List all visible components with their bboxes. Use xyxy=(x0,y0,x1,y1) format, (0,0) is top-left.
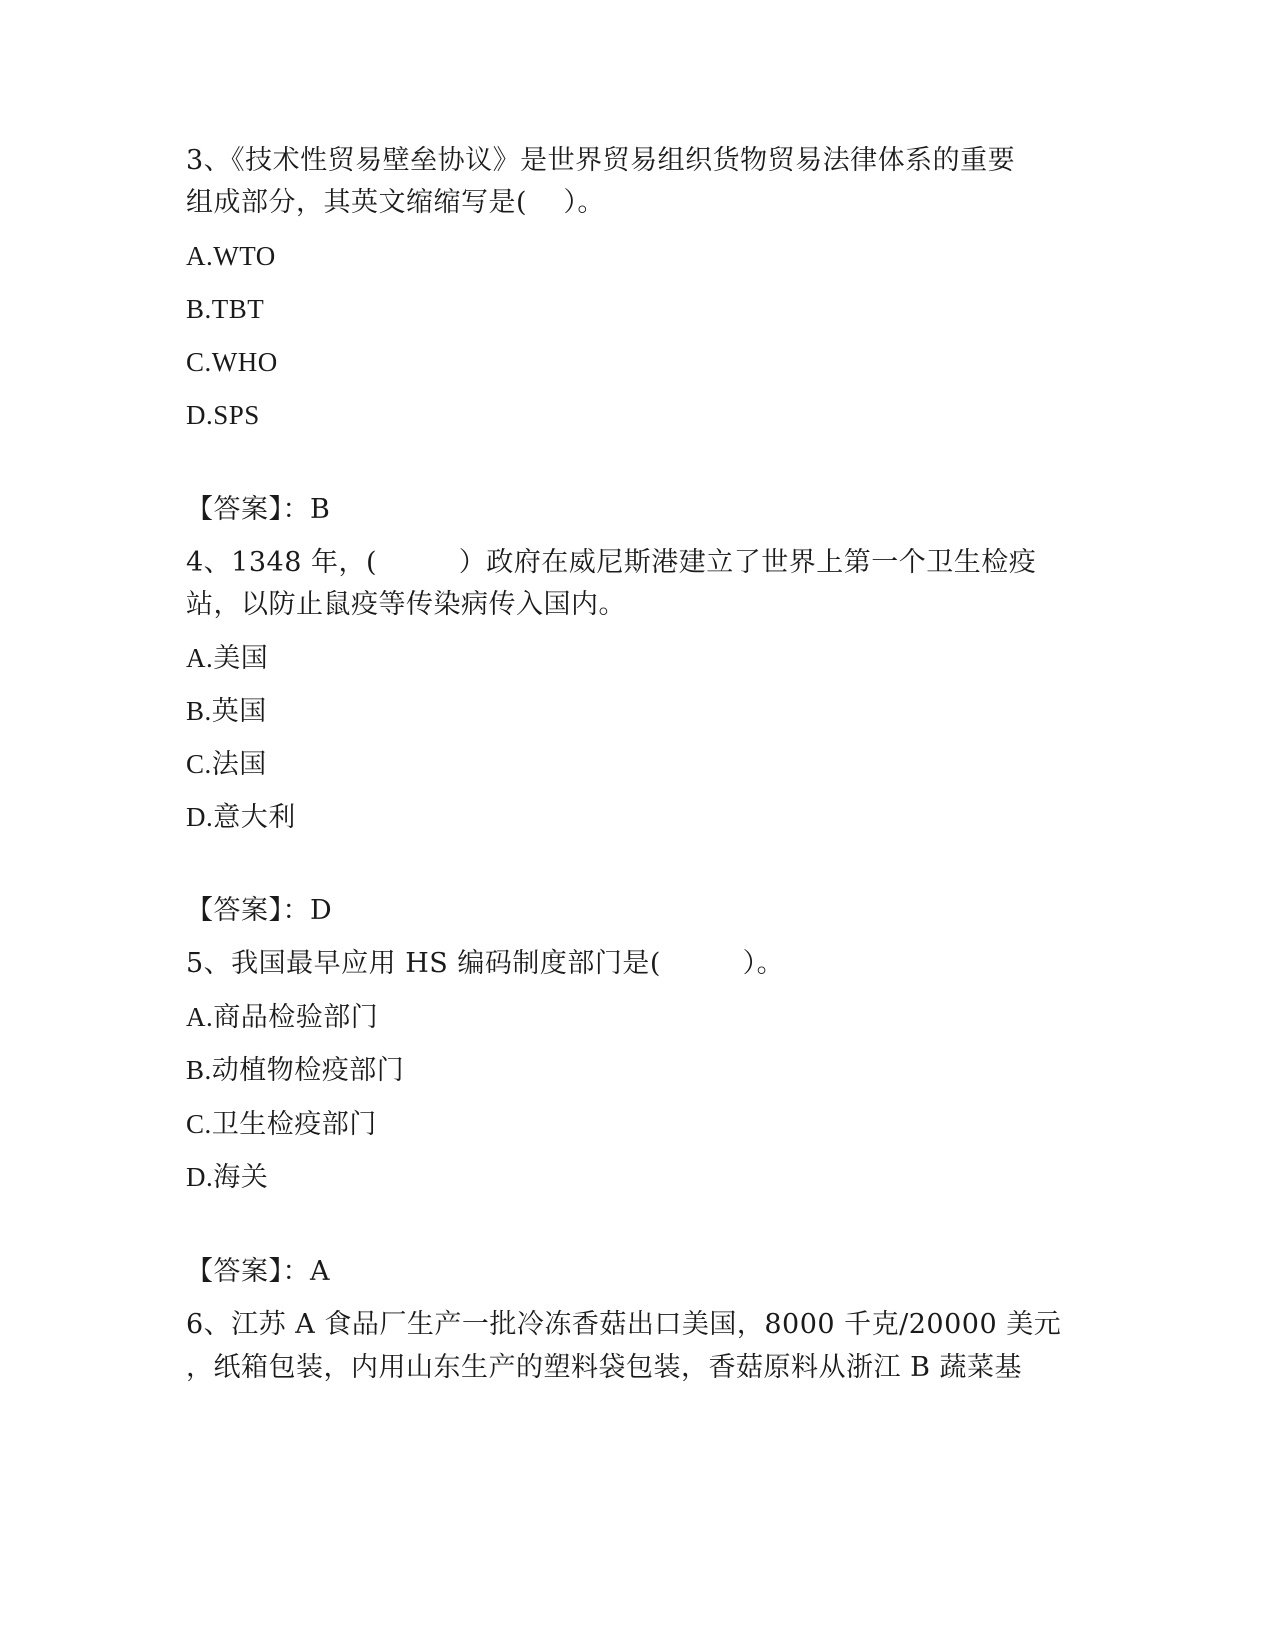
question-3-stem-line-1: 3、《技术性贸易壁垒协议》是世界贸易组织货物贸易法律体系的重要 xyxy=(186,145,1016,176)
question-4-stem-line-1: 4、1348 年，( ）政府在威尼斯港建立了世界上第一个卫生检疫 xyxy=(186,547,1037,578)
question-3-answer: 【答案】：B xyxy=(186,494,331,525)
question-3-option-c: C.WHO xyxy=(186,347,278,377)
question-4-option-a: A.美国 xyxy=(186,643,269,673)
question-5-option-c: C.卫生检疫部门 xyxy=(186,1109,377,1139)
question-6-stem-line-2: ，纸箱包装，内用山东生产的塑料袋包装，香菇原料从浙江 B 蔬菜基 xyxy=(186,1352,1023,1383)
question-4-option-c: C.法国 xyxy=(186,749,267,779)
question-3-option-d: D.SPS xyxy=(186,400,260,430)
question-3-option-b: B.TBT xyxy=(186,294,265,324)
question-5-option-a: A.商品检验部门 xyxy=(186,1002,379,1032)
question-5-answer: 【答案】：A xyxy=(186,1256,330,1287)
question-4-stem-line-2: 站，以防止鼠疫等传染病传入国内。 xyxy=(186,589,626,620)
question-4-answer: 【答案】：D xyxy=(186,895,333,926)
question-5-option-d: D.海关 xyxy=(186,1162,269,1192)
question-5-stem-line-1: 5、我国最早应用 HS 编码制度部门是( ）。 xyxy=(186,948,785,979)
question-6-stem-line-1: 6、江苏 A 食品厂生产一批冷冻香菇出口美国，8000 千克/20000 美元 xyxy=(186,1309,1062,1340)
question-3-option-a: A.WTO xyxy=(186,241,276,271)
question-4-option-d: D.意大利 xyxy=(186,802,296,832)
question-3-stem-line-2: 组成部分，其英文缩缩写是( ）。 xyxy=(186,187,605,218)
question-5-option-b: B.动植物检疫部门 xyxy=(186,1055,405,1085)
question-4-option-b: B.英国 xyxy=(186,696,267,726)
